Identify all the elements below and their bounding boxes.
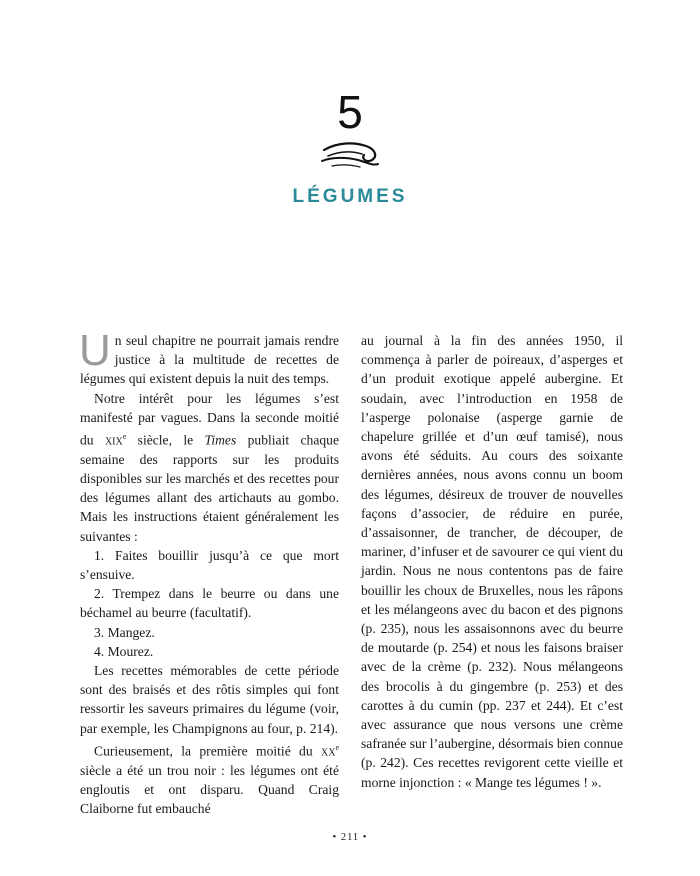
chapter-title: LÉGUMES [292, 186, 408, 207]
newspaper-name: Times [204, 432, 237, 448]
drop-cap: U [79, 326, 111, 375]
list-item: 2. Trempez dans le beurre ou dans une béchamel au beurre (facultatif). [80, 586, 339, 621]
continuation-paragraph: au journal à la fin des années 1950, il commença à parler de poireaux, d’asperges et d’un produit exotique appelé aubergine. Et soudain, avec l’introduction en 1958 de l’asperge polonaise (asperge garnie de chapelure grillée et d’un œuf tamisé), nous avons été séduits. Au cours des soixante dernières années, nous avons connu un boom des légumes, désireux de trouver de nouvelles façons d’associer, de réduire en purée, d’assaisonner, de trancher, de découper, de mariner, d’infuser et de savourer ce qui vient du jardin. Nous ne nous contentons pas de faire bouillir les choux de Bruxelles, nous les râpons et les mélangeons avec du bacon et des pignons (p. 235), nous les assaisonnons avec du beurre de moutarde (p. 254) et nous les faisons braiser avec de la crème (p. 232). Nous mélangeons des brocolis à du gingembre (p. 253) et des carottes à du cumin (pp. 237 et 244). Et c’est avec assurance que nous versons une crème safranée sur l’aubergine, désormais bien connue (p. 242). Ces recettes revigorent cette vieille et morne injonction : « Mange tes légumes ! ». [361, 333, 623, 790]
swash-ornament-icon [320, 136, 382, 176]
list-item: 1. Faites bouillir jusqu’à ce que mort s’ensuive. [80, 547, 339, 582]
list-item: 3. Mangez. [94, 624, 155, 640]
list-item: 4. Mourez. [94, 643, 154, 659]
century-superscript: e [335, 742, 339, 752]
twentieth-text-b: siècle a été un trou noir : les légumes ont été engloutis et ont disparu. Quand Craig Claiborne fut embauché [80, 762, 339, 816]
history-text-c: publiait chaque semaine des rapports sur les produits disponibles sur les marchés et des recettes pour des légumes allant des artichauts au gombo. Mais les instructions étaient généralement les suivantes : [80, 432, 339, 544]
century-superscript: e [122, 432, 127, 442]
century-numeral: xx [320, 743, 336, 759]
intro-paragraph [79, 326, 339, 389]
twentieth-text-a: Curieusement, la première moitié du [94, 743, 321, 759]
recipes-paragraph: Les recettes mémorables de cette période sont des braisés et des rôtis simples qui font ressortir les saveurs primaires du légume (voir, par exemple, les Champignons au four, p. 214). [80, 662, 339, 736]
page-number: • 211 • [332, 832, 368, 843]
text-column-left [79, 326, 339, 818]
history-text-b: siècle, le [126, 432, 205, 448]
chapter-number: 5 [337, 86, 363, 138]
intro-text: n seul chapitre ne pourrait jamais rendre justice à la multitude de recettes de légumes qui existent depuis la nuit des temps. [80, 333, 339, 387]
history-text-a: Notre intérêt pour les légumes s’est manifesté par vagues. Dans la seconde moitié du [80, 390, 339, 448]
twentieth-century-paragraph [80, 738, 339, 818]
century-numeral: xix [104, 432, 123, 448]
history-paragraph [80, 389, 339, 546]
text-column-right [361, 331, 623, 792]
